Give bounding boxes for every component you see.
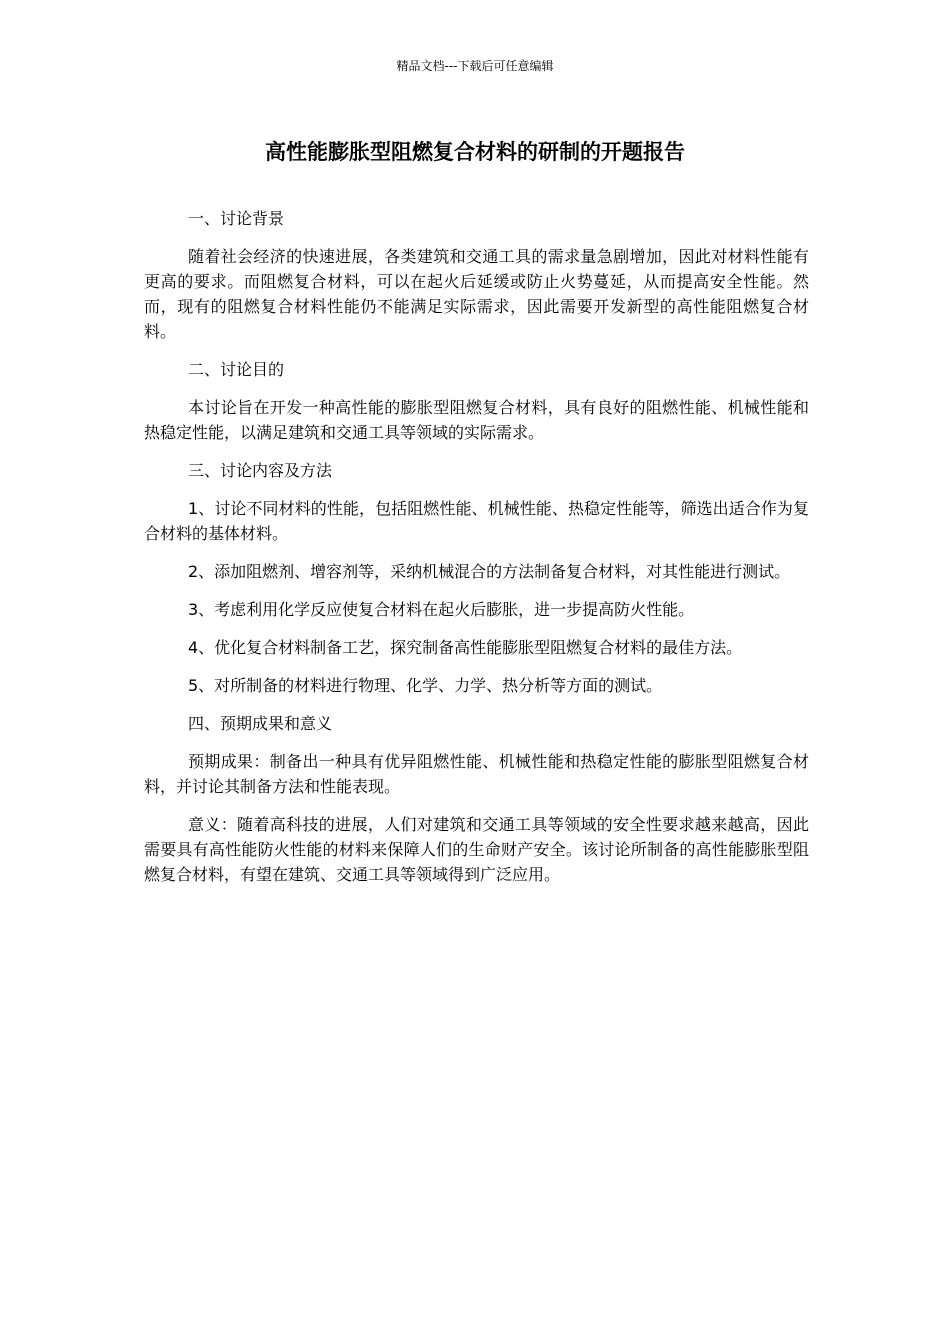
section-heading-content-methods: 三、讨论内容及方法 bbox=[188, 461, 333, 480]
paragraph-purpose: 本讨论旨在开发一种高性能的膨胀型阻燃复合材料，具有良好的阻燃性能、机械性能和热稳定性能，以满足建筑和交通工具等领域的实际需求。 bbox=[144, 398, 809, 442]
section-heading-purpose: 二、讨论目的 bbox=[188, 360, 285, 379]
paragraph-significance: 意义：随着高科技的进展，人们对建筑和交通工具等领域的安全性要求越来越高，因此需要具有高性能防火性能的材料来保障人们的生命财产安全。该讨论所制备的高性能膨胀型阻燃复合材料，有望在建筑、交通工具等领域得到广泛应用。 bbox=[144, 815, 809, 884]
list-item-method-5: 5、对所制备的材料进行物理、化学、力学、热分析等方面的测试。 bbox=[188, 676, 663, 695]
document-title: 高性能膨胀型阻燃复合材料的研制的开题报告 bbox=[265, 140, 685, 164]
list-item-method-3: 3、考虑利用化学反应使复合材料在起火后膨胀，进一步提高防火性能。 bbox=[188, 600, 695, 619]
paragraph-expected-results: 预期成果：制备出一种具有优异阻燃性能、机械性能和热稳定性能的膨胀型阻燃复合材料，并讨论其制备方法和性能表现。 bbox=[144, 752, 809, 796]
list-item-method-1: 1、讨论不同材料的性能，包括阻燃性能、机械性能、热稳定性能等，筛选出适合作为复合材料的基体材料。 bbox=[144, 499, 809, 543]
list-item-method-4: 4、优化复合材料制备工艺，探究制备高性能膨胀型阻燃复合材料的最佳方法。 bbox=[188, 638, 743, 657]
paragraph-background: 随着社会经济的快速进展，各类建筑和交通工具的需求量急剧增加，因此对材料性能有更高的要求。而阻燃复合材料，可以在起火后延缓或防止火势蔓延，从而提高安全性能。然而，现有的阻燃复合材料性能仍不能满足实际需求，因此需要开发新型的高性能阻燃复合材料。 bbox=[144, 247, 809, 341]
list-item-method-2: 2、添加阻燃剂、增容剂等，采纳机械混合的方法制备复合材料，对其性能进行测试。 bbox=[188, 562, 791, 581]
section-heading-expected-results: 四、预期成果和意义 bbox=[188, 714, 333, 733]
page-header-note: 精品文档---下载后可任意编辑 bbox=[396, 59, 554, 73]
document-body bbox=[144, 206, 809, 900]
section-heading-background: 一、讨论背景 bbox=[188, 209, 285, 228]
